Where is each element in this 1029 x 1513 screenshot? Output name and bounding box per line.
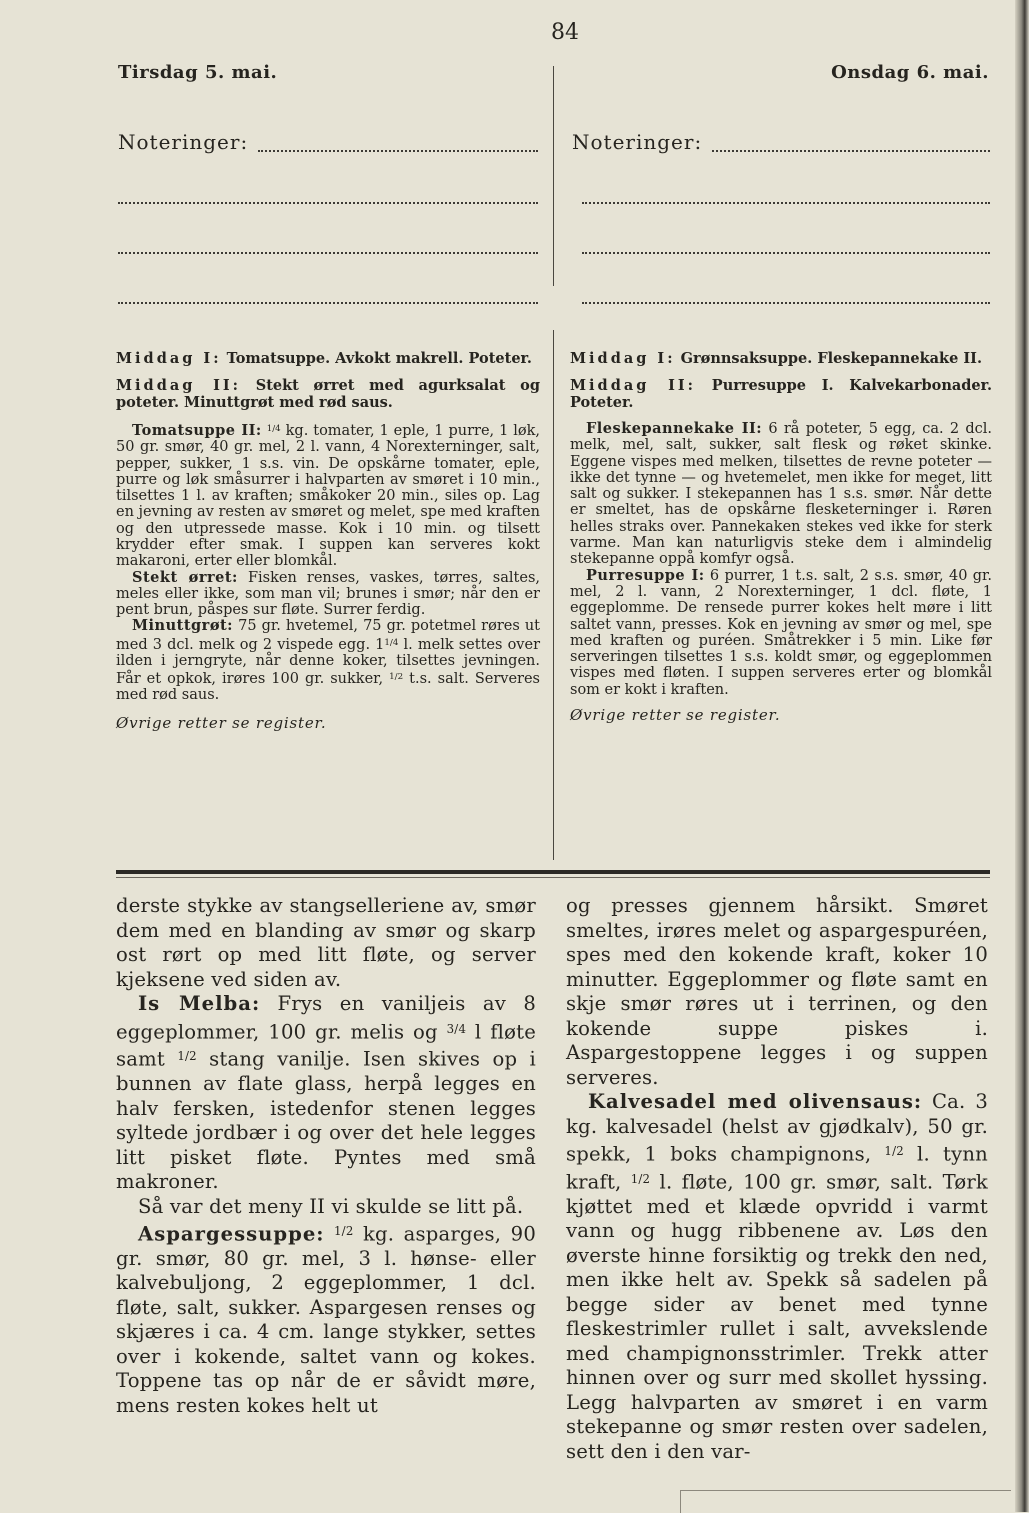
- register-note: Øvrige retter se register.: [570, 706, 781, 725]
- fraction: 1/2: [389, 672, 404, 683]
- recipe-text: t.s. salt. Serveres med rød saus.: [116, 671, 540, 704]
- menu-text: Stekt ørret med agurksalat og poteter. Minuttgrøt med rød saus.: [116, 377, 540, 411]
- section-divider-thin: [116, 877, 990, 878]
- menu-1: [116, 350, 540, 367]
- recipe-kalvesadel: [566, 1090, 988, 1464]
- recipe-minuttgrot: [116, 618, 540, 703]
- lower-left-column: [116, 894, 536, 1418]
- menu-label: Middag I:: [116, 350, 222, 367]
- recipe-fleskepannekake: [570, 421, 992, 568]
- recipe-text: l. fløte, 100 gr. smør, salt. Tørk kjøttet med et klæde opvridd i varmt vann og hugg ribbenene av. Løs den øverste hinne forsiktig og trekk den ned, men ikke helt av. Spekk så sadelen på begge sider av benet med tynne fleskestrimler rullet i salt, avvekslende med champignonsstrimler. Trekk atter hinnen over og surr med skollet hyssing. Legg halvparten av smøret i en varm stekepanne og smør resten over sadelen, sett den i den var-: [566, 1170, 988, 1463]
- fraction: 1/2: [177, 1049, 197, 1064]
- menu-text: Tomatsuppe. Avkokt makrell. Poteter.: [226, 350, 532, 367]
- recipe-tomatsuppe: [116, 421, 540, 570]
- paragraph: Så var det meny II vi skulde se litt på.: [138, 1194, 524, 1218]
- notes-dotted-line: [712, 150, 990, 154]
- notes-dotted-line: [582, 202, 990, 206]
- fraction: 1/4: [266, 424, 281, 434]
- notes-label: Noteringer:: [118, 130, 249, 154]
- column-divider: [553, 66, 554, 286]
- left-menu-column: [116, 350, 540, 732]
- notes-dotted-line: [118, 302, 538, 306]
- lower-right-column: [566, 894, 988, 1464]
- recipe-stekt-orret: [116, 570, 540, 619]
- recipe-title: Tomatsuppe II:: [132, 421, 262, 439]
- recipe-title: Is Melba:: [138, 992, 261, 1015]
- recipe-text: 75 gr. hvetemel, 75 gr. potetmel røres ut med 3 dcl. melk og 2 vispede egg. 1: [116, 618, 540, 653]
- recipe-is-melba: [116, 992, 536, 1195]
- right-menu-column: [570, 350, 992, 724]
- recipe-text: 6 rå poteter, 5 egg, ca. 2 dcl. melk, mel, salt, sukker, salt flesk og røket skinke. Eggene vispes med melken, tilsettes de revne poteter — ikke det tynne — og hvetemelet, men ikke for meget, litt salt og sukker. I stekepannen has 1 s.s. smør. Når dette er smeltet, has de opskårne flesketerninger i. Røren helles straks over. Pannekaken stekes ved ikke for sterk varme. Man kan naturligvis steke dem i almindelig stekepanne oppå komfyr også.: [570, 421, 992, 568]
- fraction: 1/4: [384, 637, 399, 648]
- right-notes: [572, 130, 990, 310]
- recipe-title: Aspargessuppe:: [138, 1222, 325, 1246]
- fraction: 3/4: [446, 1021, 467, 1036]
- notes-dotted-line: [118, 202, 538, 206]
- menu-label: Middag II:: [570, 377, 697, 394]
- menu-label: Middag I:: [570, 350, 676, 367]
- recipe-text: stang vanilje. Isen skives op i bunnen av flate glass, herpå legges en halv fersken, istedenfor stenen legges syltede jordbær i og over det hele legges litt pisket fløte. Pyntes med små makroner.: [116, 1047, 537, 1194]
- left-day-heading: Tirsdag 5. mai.: [118, 62, 278, 83]
- recipe-text: kg. tomater, 1 eple, 1 purre, 1 løk, 50 gr. smør, 40 gr. mel, 2 l. vann, 4 Norexterninger, salt, pepper, sukker, 1 s.s. vin. De opskårne tomater, eple, purre og løk småsurrer i halvparten av smøret i 10 min., tilsettes 1 l. av kraften; småkoker 20 min., siles op. Lag en jevning av resten av smøret og melet, spe med kraften og den utpressede masse. Kok i 10 min. og tilsett krydder efter smak. I suppen kan serveres kokt makaroni, erter eller blomkål.: [116, 422, 540, 570]
- page-corner-mark: [680, 1490, 1011, 1513]
- fraction: 1/2: [630, 1171, 651, 1186]
- recipe-title: Minuttgrøt:: [132, 617, 234, 635]
- menu-label: Middag II:: [116, 377, 241, 394]
- recipe-title: Purresuppe I:: [586, 566, 705, 584]
- notes-label: Noteringer:: [572, 130, 703, 154]
- recipe-purresuppe: [570, 568, 992, 698]
- fraction: 1/2: [333, 1224, 354, 1239]
- recipe-title: Stekt ørret:: [132, 568, 238, 586]
- notes-dotted-line: [582, 252, 990, 256]
- menu-2: [116, 377, 540, 411]
- menu-1: [570, 350, 992, 367]
- paragraph: derste stykke av stangselleriene av, smør dem med en blanding av smør og skarp ost rørt op med litt fløte, og server kjeksene ved siden av.: [116, 894, 536, 991]
- recipe-aspargessuppe: [116, 1219, 536, 1418]
- register-note: Øvrige retter se register.: [116, 713, 327, 732]
- left-notes: [118, 130, 538, 310]
- recipe-text: kg. asparges, 90 gr. smør, 80 gr. mel, 3 l. hønse- eller kalvebuljong, 2 eggeplommer, 1 dcl. fløte, salt, sukker. Aspargesen renses og skjæres i ca. 4 cm. lange stykker, settes over i kokende, saltet vann og kokes. Toppene tas op når de er såvidt møre, mens resten kokes helt ut: [116, 1222, 536, 1417]
- recipe-text: Fisken renses, vaskes, tørres, saltes, meles eller ikke, som man vil; brunes i smør; når den er pent brun, påspes sur fløte. Surrer ferdig.: [116, 569, 540, 619]
- recipe-title: Fleskepannekake II:: [586, 420, 763, 437]
- recipe-text: l fløte samt: [116, 1019, 536, 1071]
- notes-dotted-line: [118, 252, 538, 256]
- notes-dotted-line: [582, 302, 990, 306]
- recipe-title: Kalvesadel med olivensaus:: [588, 1090, 923, 1113]
- column-divider: [553, 330, 554, 860]
- fraction: 1/2: [884, 1144, 904, 1158]
- page-number: 84: [551, 20, 579, 45]
- notes-dotted-line: [258, 150, 538, 154]
- paragraph: og presses gjennem hårsikt. Smøret smeltes, irøres melet og aspargespuréen, spes med den kokende kraft, koker 10 minutter. Eggeplommer og fløte samt en skje smør røres ut i terrinen, og den kokende suppe piskes i. Aspargestoppene legges i og suppen serveres.: [566, 894, 988, 1089]
- page-edge: [1015, 0, 1029, 1512]
- menu-text: Grønnsaksuppe. Fleskepannekake II.: [680, 350, 982, 367]
- right-day-heading: Onsdag 6. mai.: [831, 62, 989, 83]
- recipe-text: Frys en vaniljeis av 8 eggeplommer, 100 gr. melis og: [116, 992, 537, 1043]
- recipe-text: l. tynn kraft,: [566, 1142, 988, 1194]
- recipe-text: 6 purrer, 1 t.s. salt, 2 s.s. smør, 40 gr. mel, 2 l. vann, 2 Norexterninger, 1 dcl. fløte, 1 eggeplomme. De rensede purrer kokes helt møre i litt saltet vann, presses. Kok en jevning av smør og mel, spe med kraften og puréen. Småtrekker i 5 min. Like før serveringen tilsettes 1 s.s. koldt smør, og eggeplommen vispes med fløten. I suppen serveres erter og blomkål som er kokt i kraften.: [570, 567, 992, 698]
- recipe-text: Ca. 3 kg. kalvesadel (helst av gjødkalv), 50 gr. spekk, 1 boks champignons,: [566, 1090, 988, 1166]
- menu-2: [570, 377, 992, 411]
- menu-text: Purresuppe I. Kalvekarbonader. Poteter.: [570, 377, 992, 411]
- section-divider: [116, 870, 990, 874]
- recipe-text: l. melk settes over ilden i jerngryte, når denne koker, tilsettes jevningen. Får et opkok, irøres 100 gr. sukker,: [116, 636, 540, 688]
